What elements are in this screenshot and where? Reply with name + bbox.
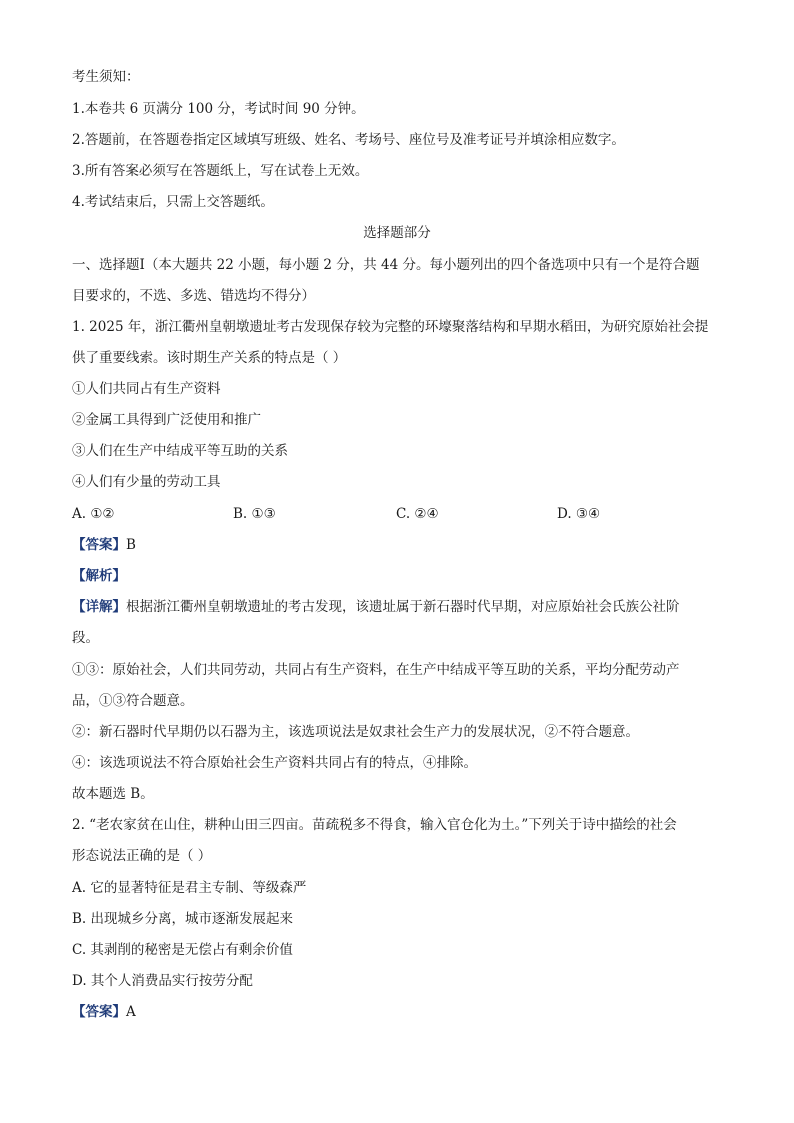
q1-detail-line bbox=[72, 597, 732, 617]
q2-option-a: A. 它的显著特征是君主专制、等级森严 bbox=[72, 880, 307, 896]
q2-option-d: D. 其个人消费品实行按劳分配 bbox=[72, 973, 253, 989]
q1-answer-value: B bbox=[126, 537, 136, 553]
q2-option-b: B. 出现城乡分离，城市逐渐发展起来 bbox=[72, 911, 294, 927]
q2-stem-line: 形态说法正确的是（ ） bbox=[72, 848, 212, 864]
q1-statement: ②金属工具得到广泛使用和推广 bbox=[72, 412, 261, 428]
q2-answer-value: A bbox=[126, 1004, 136, 1020]
q1-option-a: A. ①② bbox=[72, 506, 115, 522]
notice-item: 2.答题前，在答题卷指定区域填写班级、姓名、考场号、座位号及准考证号并填涂相应数字。 bbox=[72, 132, 625, 148]
section-title: 选择题部分 bbox=[363, 225, 431, 241]
detail-tag: 【详解】 bbox=[72, 599, 126, 615]
notice-item: 4.考试结束后，只需上交答题纸。 bbox=[72, 194, 274, 210]
q1-detail-line: 故本题选 B。 bbox=[72, 786, 154, 802]
q1-analysis bbox=[72, 566, 732, 586]
analysis-tag: 【解析】 bbox=[72, 568, 126, 584]
q1-option-c: C. ②④ bbox=[396, 506, 439, 522]
q1-statement: ①人们共同占有生产资料 bbox=[72, 381, 221, 397]
q1-stem-line: 供了重要线索。该时期生产关系的特点是（ ） bbox=[72, 350, 347, 366]
q1-detail-line: 品，①③符合题意。 bbox=[72, 693, 194, 709]
notice-item: 3.所有答案必须写在答题纸上，写在试卷上无效。 bbox=[72, 163, 369, 179]
section-intro-line: 一、选择题Ⅰ（本大题共 22 小题，每小题 2 分，共 44 分。每小题列出的四个备选项中只有一个是符合题 bbox=[72, 257, 700, 273]
section-intro-line: 目要求的，不选、多选、错选均不得分） bbox=[72, 288, 315, 304]
q1-detail-line: 段。 bbox=[72, 630, 99, 646]
q1-detail-text: 根据浙江衢州皇朝墩遗址的考古发现，该遗址属于新石器时代早期，对应原始社会氏族公社阶 bbox=[126, 599, 680, 615]
q1-stem-line: 1. 2025 年，浙江衢州皇朝墩遗址考古发现保存较为完整的环壕聚落结构和早期水稻田，为研究原始社会提 bbox=[72, 319, 709, 335]
q2-answer bbox=[72, 1002, 732, 1022]
answer-tag: 【答案】 bbox=[72, 537, 126, 553]
q2-option-c: C. 其剥削的秘密是无偿占有剩余价值 bbox=[72, 942, 293, 958]
q1-statement: ④人们有少量的劳动工具 bbox=[72, 474, 221, 490]
q1-option-d: D. ③④ bbox=[557, 506, 601, 522]
q1-option-b: B. ①③ bbox=[233, 506, 276, 522]
answer-tag: 【答案】 bbox=[72, 1004, 126, 1020]
q1-detail-line: ②：新石器时代早期仍以石器为主，该选项说法是奴隶社会生产力的发展状况，②不符合题意。 bbox=[72, 724, 639, 740]
q1-detail-line: ④：该选项说法不符合原始社会生产资料共同占有的特点，④排除。 bbox=[72, 755, 477, 771]
q1-answer bbox=[72, 535, 732, 555]
notice-title: 考生须知： bbox=[72, 69, 140, 85]
notice-item: 1.本卷共 6 页满分 100 分，考试时间 90 分钟。 bbox=[72, 101, 365, 117]
q2-stem-line: 2. “老农家贫在山住，耕种山田三四亩。苗疏税多不得食，输入官仓化为土。”下列关于诗中描绘的社会 bbox=[72, 817, 677, 833]
q1-statement: ③人们在生产中结成平等互助的关系 bbox=[72, 443, 288, 459]
q1-detail-line: ①③：原始社会，人们共同劳动，共同占有生产资料，在生产中结成平等互助的关系，平均分配劳动产 bbox=[72, 662, 680, 678]
